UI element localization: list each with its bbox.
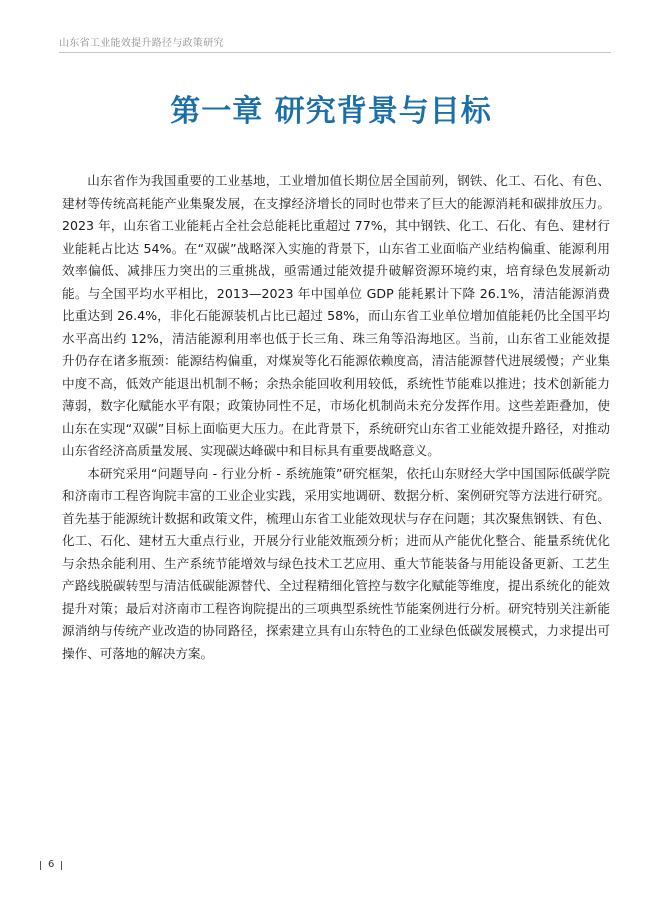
paragraph-background: 山东省作为我国重要的工业基地，工业增加值长期位居全国前列，钢铁、化工、石化、有色、建材等传统高耗能产业集聚发展，在支撑经济增长的同时也带来了巨大的能源消耗和碳排放压力。2023 年，山东省工业能耗占全社会总能耗比重超过 77%，其中钢铁、化工、石化、有色、建材行业能耗占比达 54%。在“双碳”战略深入实施的背景下，山东省工业面临产业结构偏重、能源利用效率偏低、减排压力突出的三重挑战，亟需通过能效提升破解资源环境约束，培育绿色发展新动能。与全国平均水平相比，2013—2023 年中国单位 GDP 能耗累计下降 26.1%，清洁能源消费比重达到 26.4%，非化石能源装机占比已超过 58%，而山东省工业单位增加值能耗仍比全国平均水平高出约 12%，清洁能源利用率也低于长三角、珠三角等沿海地区。当前，山东省工业能效提升仍存在诸多瓶颈：能源结构偏重，对煤炭等化石能源依赖度高，清洁能源替代进展缓慢；产业集中度不高，低效产能退出机制不畅；余热余能回收利用较低，系统性节能难以推进；技术创新能力薄弱，数字化赋能水平有限；政策协同性不足，市场化机制尚未充分发挥作用。这些差距叠加，使山东在实现“双碳”目标上面临更大压力。在此背景下，系统研究山东省工业能效提升路径，对推动山东省经济高质量发展、实现碳达峰碳中和目标具有重要战略意义。 xyxy=(62,173,610,458)
body-text xyxy=(62,170,610,665)
page-number-value: 6 xyxy=(48,859,55,870)
paragraph-methodology: 本研究采用“问题导向 - 行业分析 - 系统施策”研究框架，依托山东财经大学中国国际低碳学院和济南市工程咨询院丰富的工业企业实践，采用实地调研、数据分析、案例研究等方法进行研究。首先基于能源统计数据和政策文件，梳理山东省工业能效现状与存在问题；其次聚焦钢铁、有色、化工、石化、建材五大重点行业，开展分行业能效瓶颈分析；进而从产能优化整合、能量系统优化与余热余能利用、生产系统节能增效与绿色技术工艺应用、重大节能装备与用能设备更新、工艺生产路线脱碳转型与清洁低碳能源替代、全过程精细化管控与数字化赋能等维度，提出系统化的能效提升对策；最后对济南市工程咨询院提出的三项典型系统性节能案例进行分析。研究特别关注新能源消纳与传统产业改造的协同路径，探索建立具有山东特色的工业绿色低碳发展模式，力求提出可操作、可落地的解决方案。 xyxy=(62,465,610,661)
folio-right-bar xyxy=(61,861,62,870)
chapter-title: 第一章 研究背景与目标 xyxy=(170,94,492,129)
running-header-title: 山东省工业能效提升路径与政策研究 xyxy=(59,38,224,49)
page-number xyxy=(40,859,62,871)
header-divider xyxy=(59,52,611,53)
